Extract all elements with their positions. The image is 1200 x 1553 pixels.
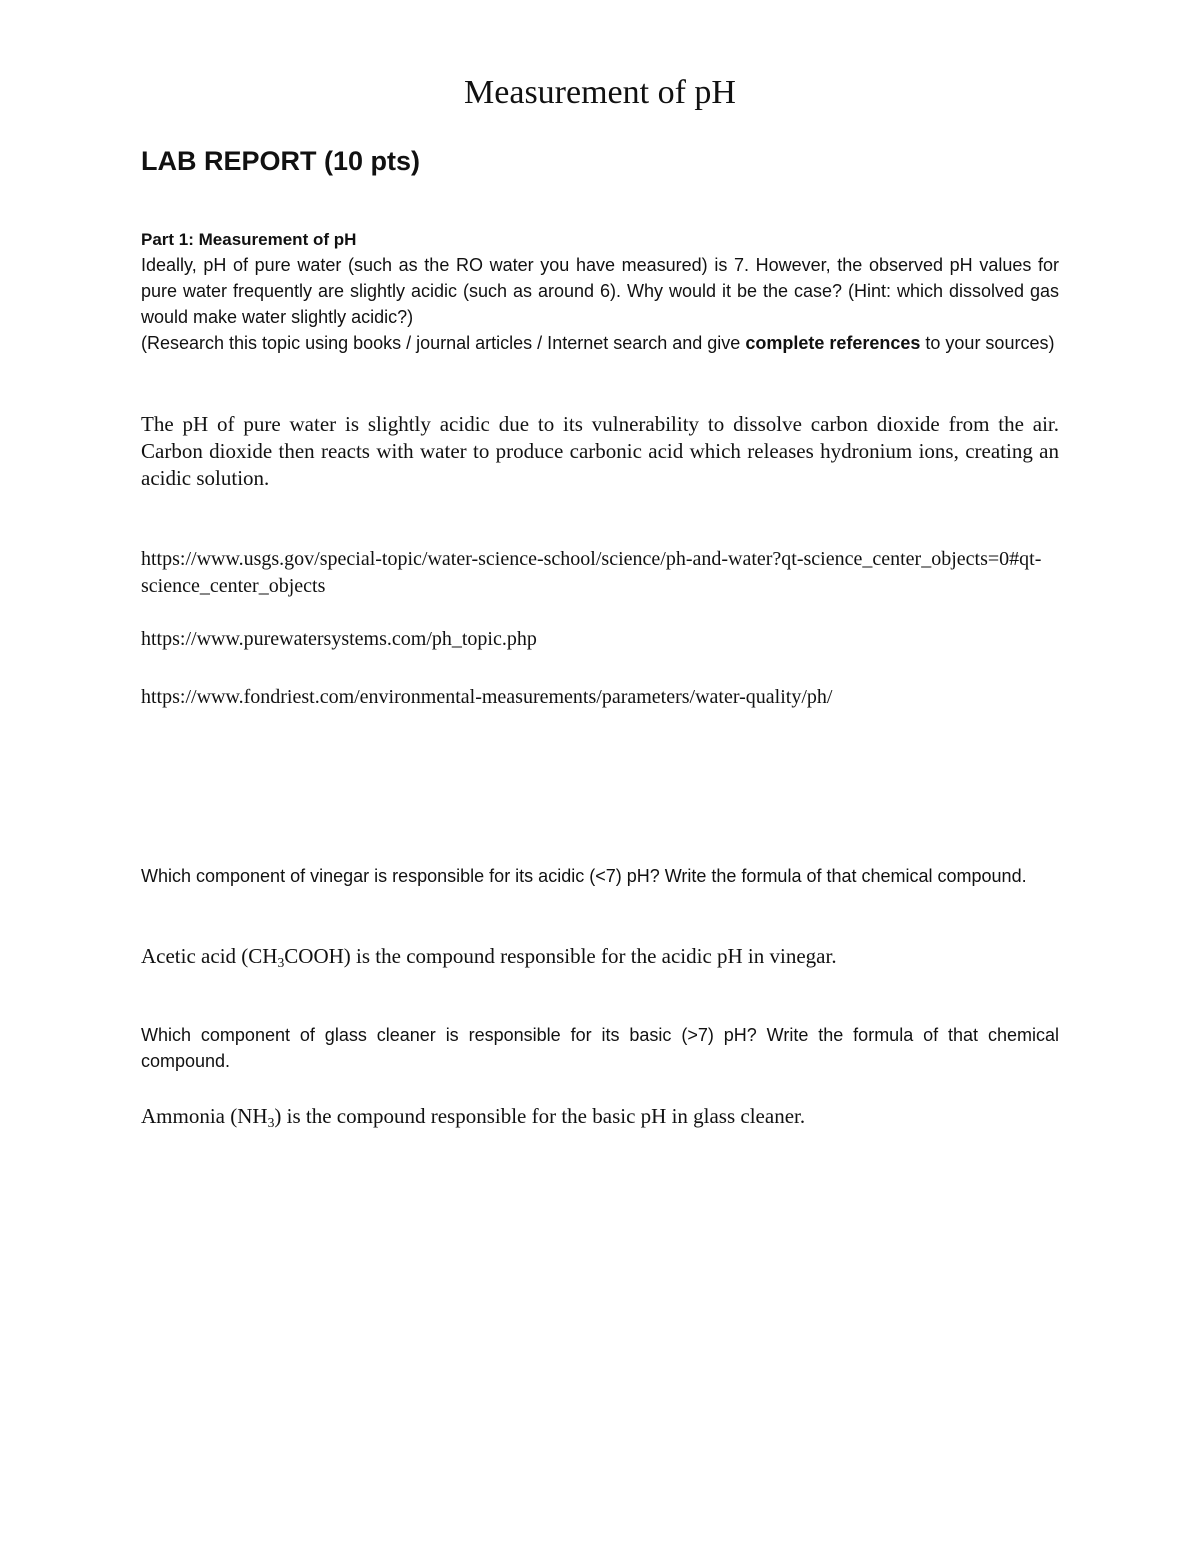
reference-purewatersystems: https://www.purewatersystems.com/ph_topic.php bbox=[141, 628, 537, 650]
vinegar-answer bbox=[141, 943, 1059, 970]
vinegar-answer-start: Acetic acid (CH bbox=[141, 944, 278, 968]
part1-question bbox=[141, 252, 1059, 356]
part1-research-note-start: (Research this topic using books / journal articles / Internet search and give bbox=[141, 333, 746, 353]
vinegar-question: Which component of vinegar is responsible for its acidic (<7) pH? Write the formula of that chemical compound. bbox=[141, 866, 1027, 886]
part1-research-note-end: to your sources) bbox=[920, 333, 1055, 353]
part1-question-text: Ideally, pH of pure water (such as the RO water you have measured) is 7. However, the observed pH values for pure water frequently are slightly acidic (such as around 6). Why would it be the case? (Hint: which dissolved gas would make water slightly acidic?) bbox=[141, 255, 1059, 327]
vinegar-answer-subscript: 3 bbox=[277, 955, 285, 971]
document-title: Measurement of pH bbox=[464, 74, 736, 111]
part1-answer: The pH of pure water is slightly acidic due to its vulnerability to dissolve carbon dioxide from the air. Carbon dioxide then reacts with water to produce carbonic acid which releases hydronium ions, creating an acidic solution. bbox=[141, 412, 1059, 490]
lab-report-heading: LAB REPORT (10 pts) bbox=[141, 146, 421, 176]
glass-cleaner-answer-end: ) is the compound responsible for the basic pH in glass cleaner. bbox=[274, 1104, 806, 1128]
glass-cleaner-answer-start: Ammonia (NH bbox=[141, 1104, 268, 1128]
glass-cleaner-answer-subscript: 3 bbox=[267, 1115, 275, 1131]
vinegar-answer-end: COOH) is the compound responsible for the acidic pH in vinegar. bbox=[284, 944, 837, 968]
reference-usgs: https://www.usgs.gov/special-topic/water-science-school/science/ph-and-water?qt-science_center_objects=0#qt-science_center_objects bbox=[141, 548, 1042, 597]
glass-cleaner-question: Which component of glass cleaner is responsible for its basic (>7) pH? Write the formula of that chemical compound. bbox=[141, 1025, 1059, 1071]
part1-title: Part 1: Measurement of pH bbox=[141, 230, 357, 249]
reference-fondriest: https://www.fondriest.com/environmental-measurements/parameters/water-quality/ph/ bbox=[141, 686, 833, 708]
part1-research-note-bold: complete references bbox=[745, 333, 921, 353]
glass-cleaner-answer bbox=[141, 1103, 1059, 1130]
